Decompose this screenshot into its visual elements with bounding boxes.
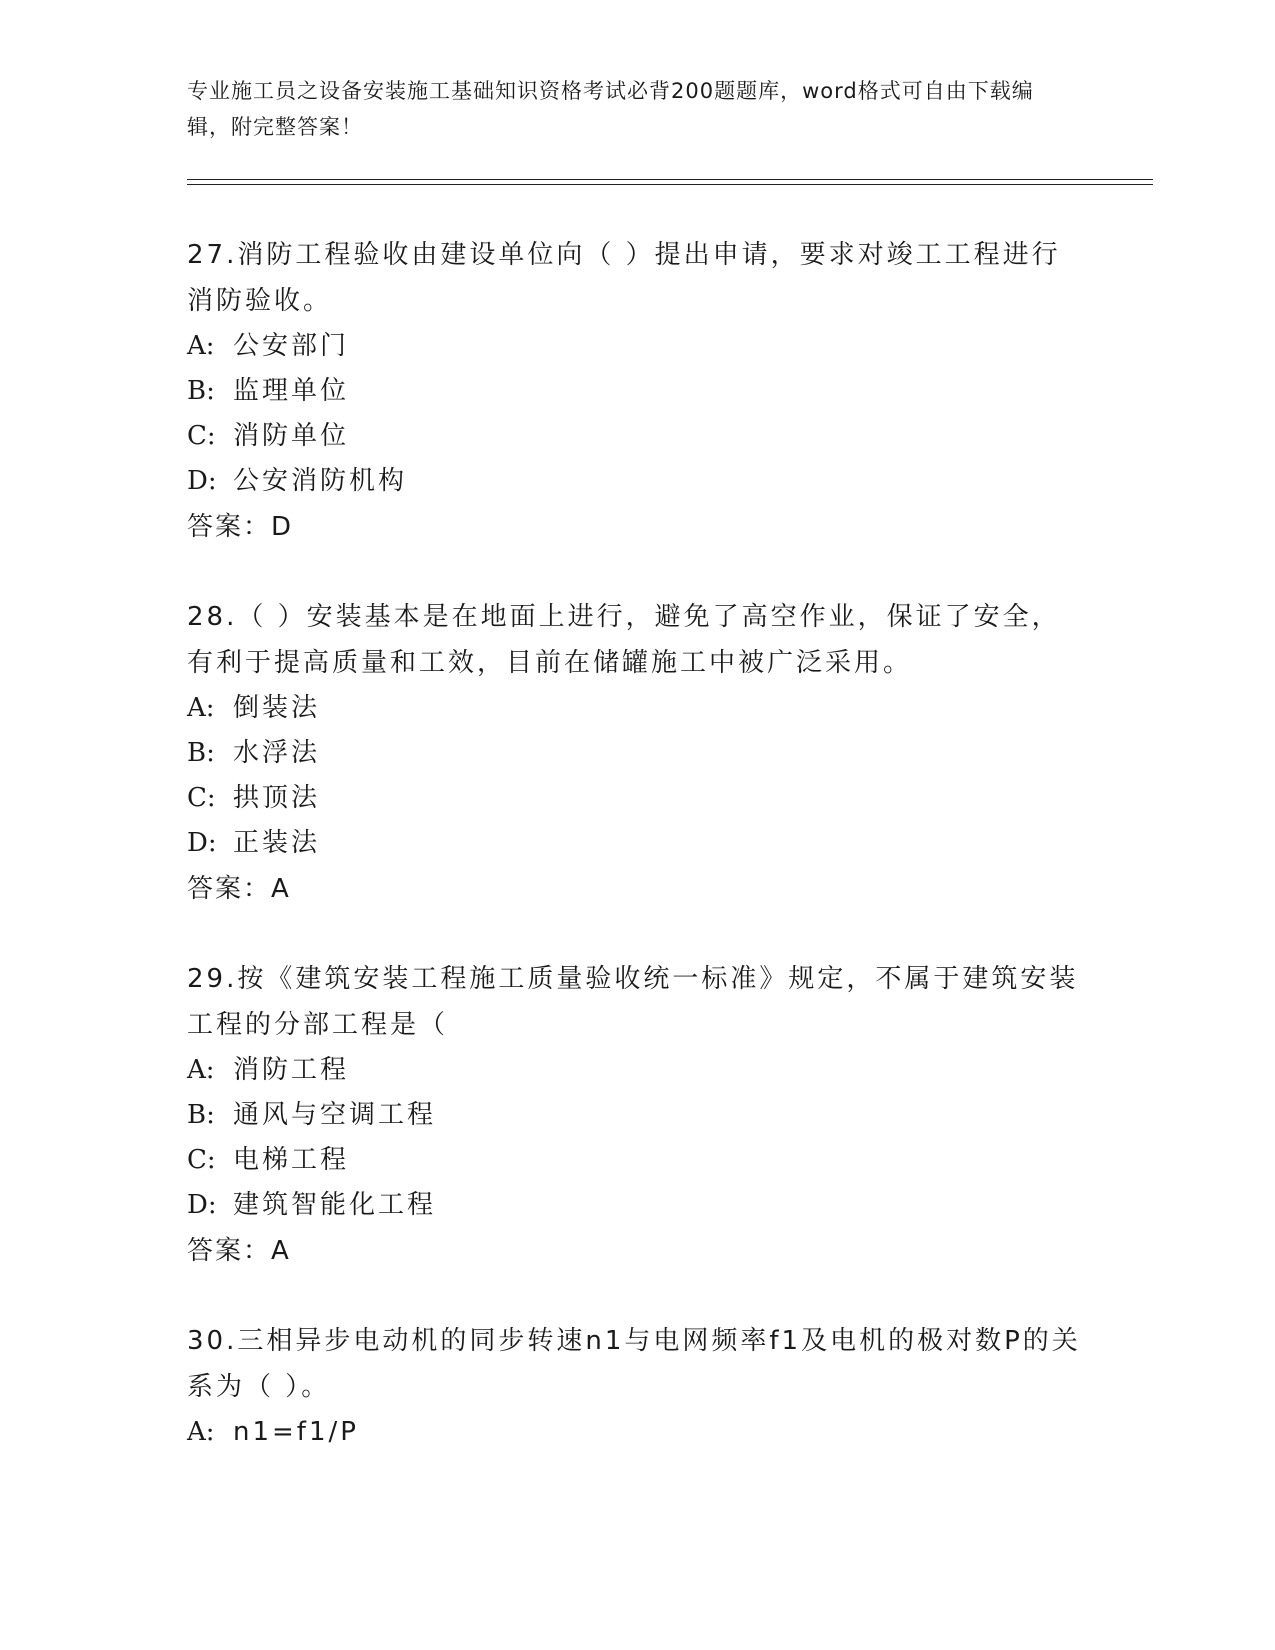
option-c xyxy=(187,776,1087,821)
option-text: 公安部门 xyxy=(233,331,350,361)
option-text: n1=f1/P xyxy=(233,1417,359,1447)
option-letter: D: xyxy=(187,466,217,496)
option-a xyxy=(187,686,1087,731)
option-a xyxy=(187,1410,1087,1455)
option-text: 建筑智能化工程 xyxy=(233,1190,437,1220)
option-a xyxy=(187,1048,1087,1093)
option-b xyxy=(187,731,1087,776)
option-d xyxy=(187,1183,1087,1228)
question-30 xyxy=(187,1318,1087,1455)
option-c xyxy=(187,414,1087,459)
question-28 xyxy=(187,594,1087,912)
question-stem: 30.三相异步电动机的同步转速n1与电网频率f1及电机的极对数P的关系为（ ）。 xyxy=(187,1326,1081,1402)
option-letter: A: xyxy=(187,693,215,723)
option-letter: C: xyxy=(187,421,216,451)
option-letter: B: xyxy=(187,1100,215,1130)
header-divider xyxy=(187,179,1153,180)
option-letter: A: xyxy=(187,1055,215,1085)
option-letter: C: xyxy=(187,783,216,813)
option-d xyxy=(187,821,1087,866)
option-text: 通风与空调工程 xyxy=(233,1100,437,1130)
option-a xyxy=(187,324,1087,369)
question-29 xyxy=(187,956,1087,1274)
option-text: 正装法 xyxy=(233,828,321,858)
header-divider-secondary xyxy=(187,184,1153,185)
question-list xyxy=(187,232,1087,1499)
option-b xyxy=(187,369,1087,414)
option-letter: C: xyxy=(187,1145,216,1175)
option-text: 拱顶法 xyxy=(233,783,321,813)
option-text: 消防工程 xyxy=(233,1055,350,1085)
option-letter: D: xyxy=(187,828,217,858)
option-text: 水浮法 xyxy=(233,738,321,768)
answer-line: 答案：A xyxy=(187,874,291,904)
question-stem: 29.按《建筑安装工程施工质量验收统一标准》规定，不属于建筑安装工程的分部工程是（ xyxy=(187,964,1079,1040)
option-c xyxy=(187,1138,1087,1183)
question-stem: 28.（ ）安装基本是在地面上进行，避免了高空作业，保证了安全，有利于提高质量和工效，目前在储罐施工中被广泛采用。 xyxy=(187,602,1061,678)
option-letter: B: xyxy=(187,376,215,406)
option-text: 公安消防机构 xyxy=(233,466,408,496)
answer-line: 答案：A xyxy=(187,1236,291,1266)
document-header: 专业施工员之设备安装施工基础知识资格考试必背200题题库，word格式可自由下载编辑，附完整答案！ xyxy=(187,79,1034,139)
option-b xyxy=(187,1093,1087,1138)
option-letter: D: xyxy=(187,1190,217,1220)
option-letter: A: xyxy=(187,1417,215,1447)
question-stem: 27.消防工程验收由建设单位向（ ）提出申请，要求对竣工工程进行消防验收。 xyxy=(187,240,1061,316)
option-text: 倒装法 xyxy=(233,693,321,723)
answer-line: 答案：D xyxy=(187,512,294,542)
option-text: 电梯工程 xyxy=(233,1145,350,1175)
option-text: 监理单位 xyxy=(233,376,350,406)
option-letter: A: xyxy=(187,331,215,361)
option-text: 消防单位 xyxy=(233,421,350,451)
option-letter: B: xyxy=(187,738,215,768)
question-27 xyxy=(187,232,1087,550)
option-d xyxy=(187,459,1087,504)
